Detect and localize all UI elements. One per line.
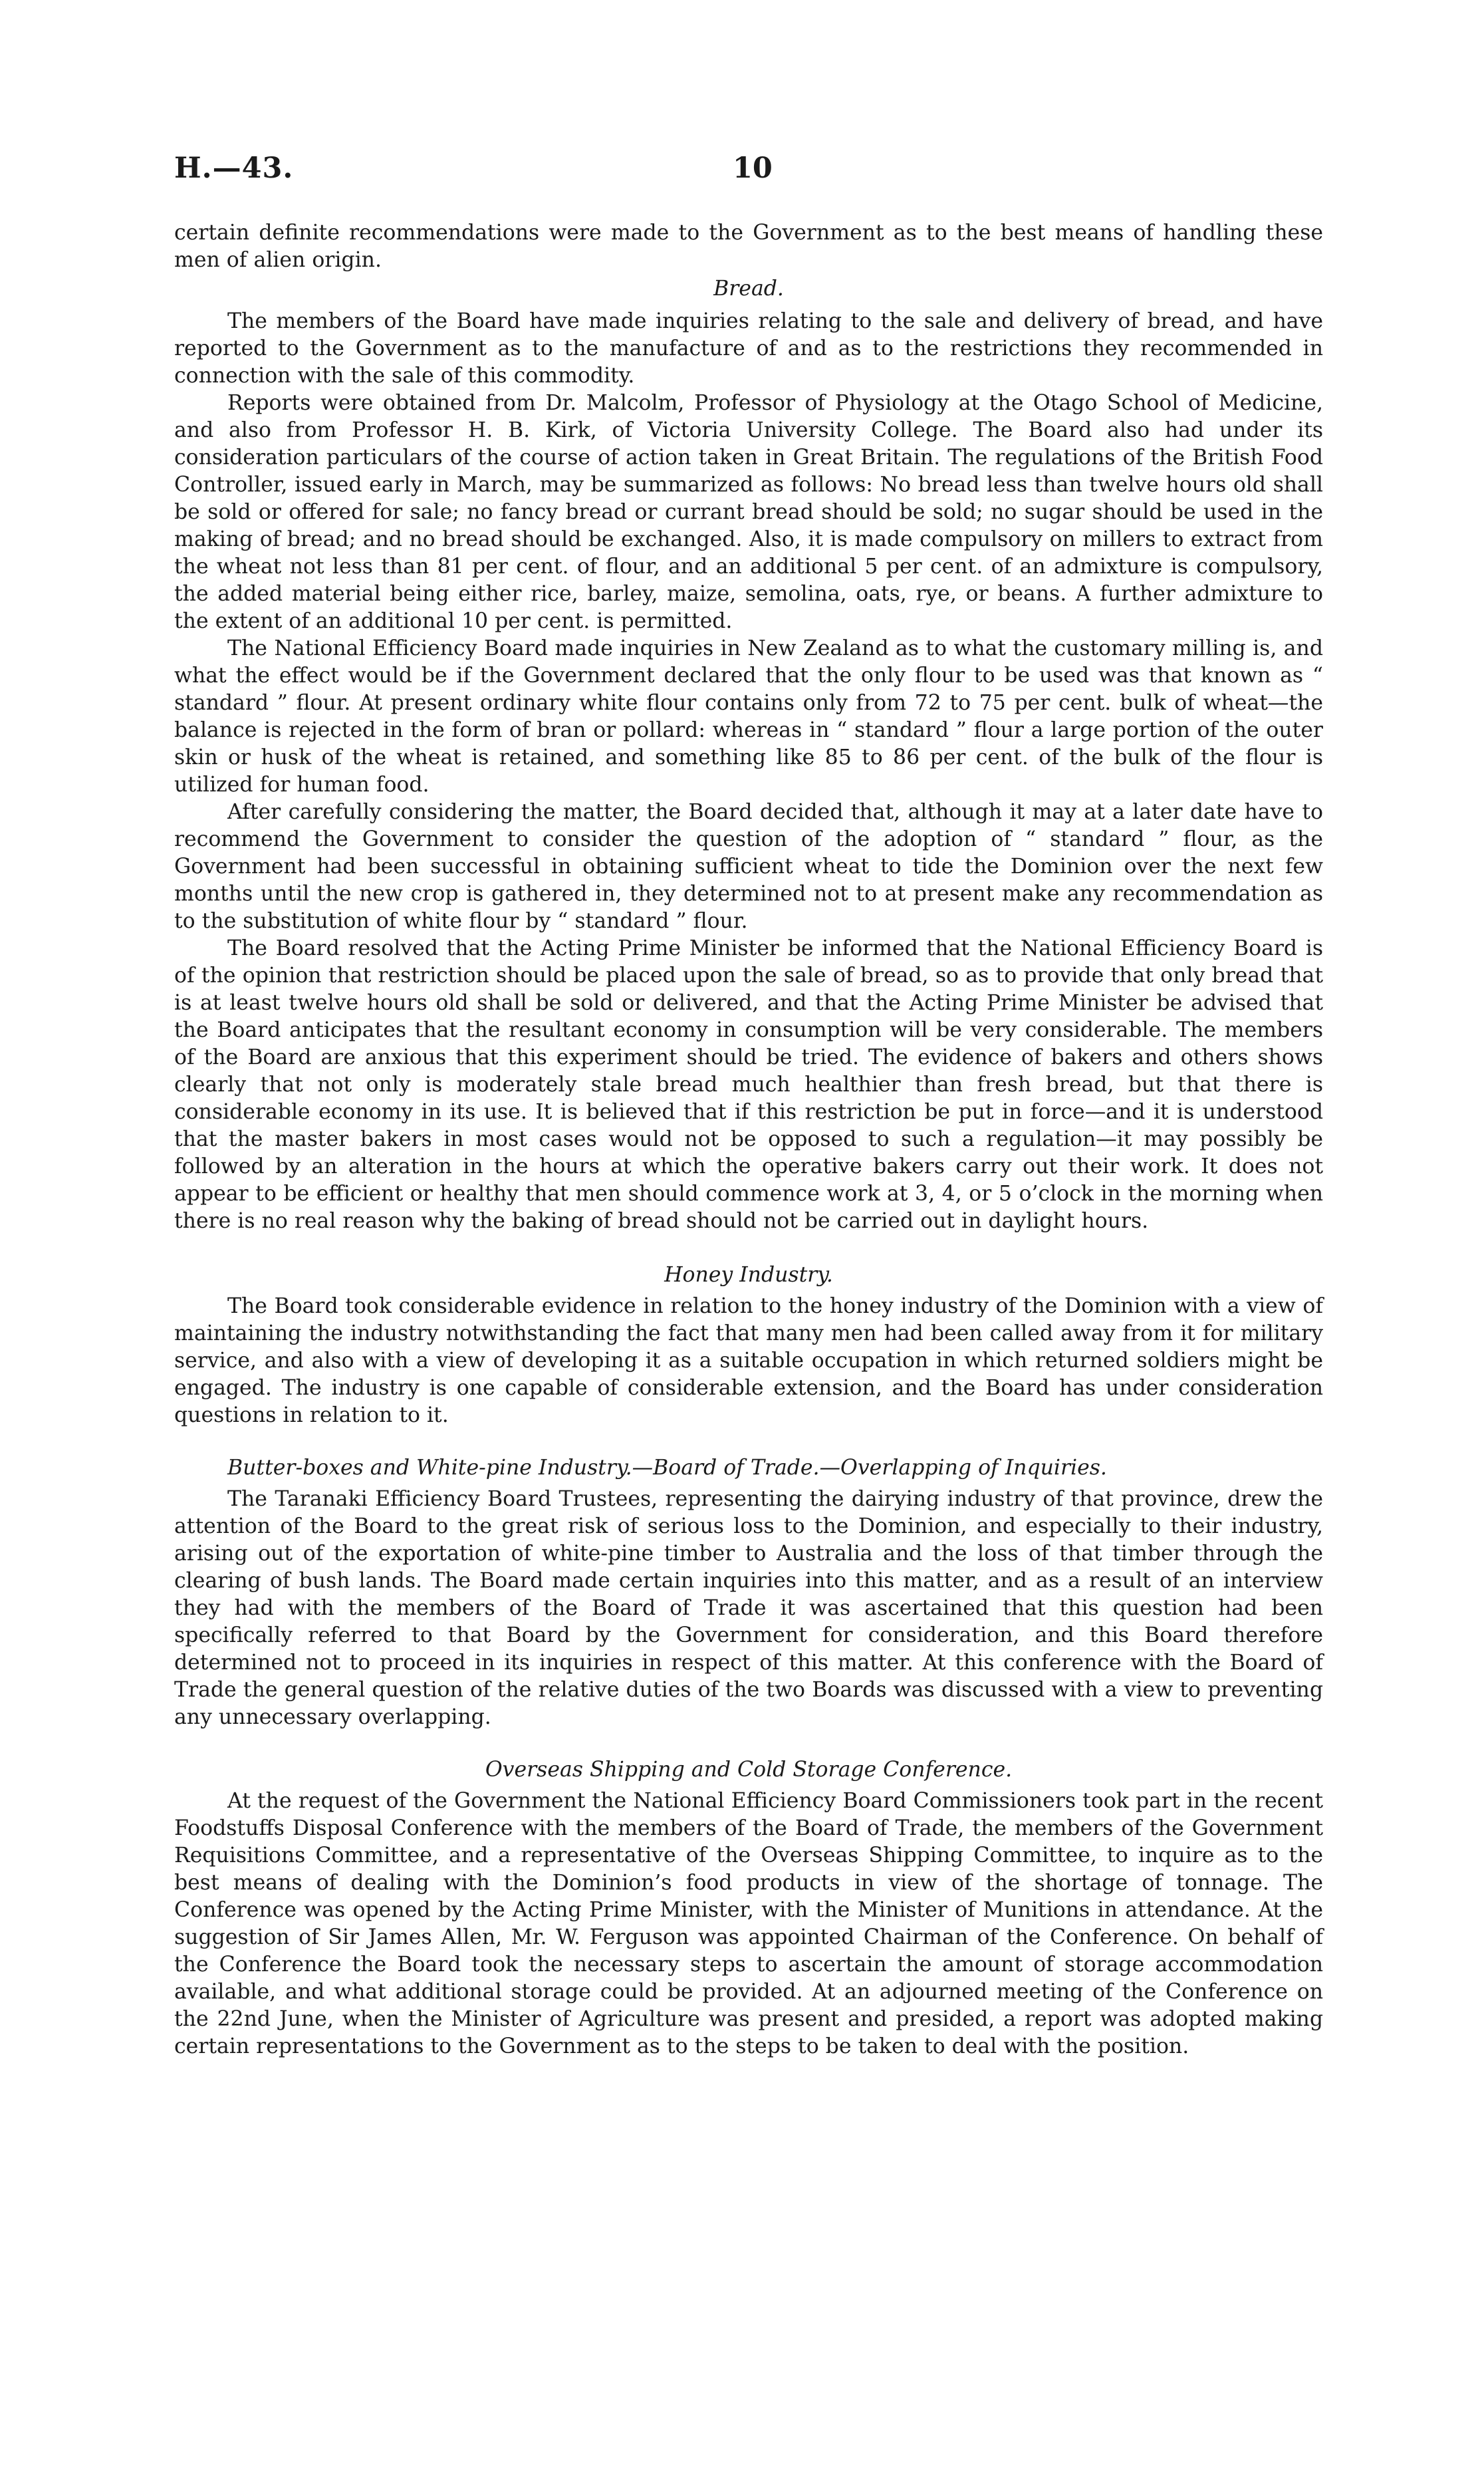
section-heading-bread: Bread. [713, 277, 784, 301]
bread-paragraph-1: The members of the Board have made inquiries relating to the sale and delivery of bread, and have reported to the Government as to the manufacture of and as to the restrictions they recommended in connection with the sale of this commodity. [174, 309, 1323, 388]
section-heading-overseas-shipping: Overseas Shipping and Cold Storage Conference. [485, 1758, 1013, 1782]
bread-paragraph-2: Reports were obtained from Dr. Malcolm, Professor of Physiology at the Otago School of Medicine, and also from Professor H. B. Kirk, of Victoria University College. The Board also had under its consideration particulars of the course of action taken in Great Britain. The regulations of the British Food Controller, issued early in March, may be summarized as follows: No bread less than twelve hours old shall be sold or offered for sale; no fancy bread or currant bread should be sold; no sugar should be used in the making of bread; and no bread should be exchanged. Also, it is made compulsory on millers to extract from the wheat not less than 81 per cent. of flour, and an additional 5 per cent. of an admixture is compulsory, the added material being either rice, barley, maize, semolina, oats, rye, or beans. A further admixture to the extent of an additional 10 per cent. is permitted. [174, 391, 1323, 633]
intro-paragraph: certain definite recommendations were made to the Government as to the best means of handling these men of alien origin. [174, 221, 1323, 272]
butter-paragraph-1: The Taranaki Efficiency Board Trustees, representing the dairying industry of that province, drew the attention of the Board to the great risk of serious loss to the Dominion, and especially to their industry, arising out of the exportation of white-pine timber to Australia and the loss of that timber through the clearing of bush lands. The Board made certain inquiries into this matter, and as a result of an interview they had with the members of the Board of Trade it was ascertained that this question had been specifically referred to that Board by the Government for consideration, and this Board therefore determined not to proceed in its inquiries in respect of this matter. At this conference with the Board of Trade the general question of the relative duties of the two Boards was discussed with a view to preventing any unnecessary overlapping. [174, 1487, 1323, 1729]
body-text [174, 219, 1323, 2060]
bread-paragraph-3: The National Efficiency Board made inquiries in New Zealand as to what the customary milling is, and what the effect would be if the Government declared that the only flour to be used was that known as “ standard ” flour. At present ordinary white flour contains only from 72 to 75 per cent. bulk of wheat—the balance is rejected in the form of bran or pollard: whereas in “ standard ” flour a large portion of the outer skin or husk of the wheat is retained, and something like 85 to 86 per cent. of the bulk of the flour is utilized for human food. [174, 636, 1323, 797]
section-heading-honey: Honey Industry. [664, 1263, 833, 1287]
section-heading-butter-boxes: Butter-boxes and White-pine Industry.—Board of Trade.—Overlapping of Inquiries. [227, 1456, 1107, 1480]
document-reference: H.—43. [174, 152, 294, 185]
page-number: 10 [733, 152, 773, 185]
bread-paragraph-4: After carefully considering the matter, the Board decided that, although it may at a later date have to recommend the Government to consider the question of the adoption of “ standard ” flour, as the Government had been successful in obtaining sufficient wheat to tide the Dominion over the next few months until the new crop is gathered in, they determined not to at present make any recommendation as to the substitution of white flour by “ standard ” flour. [174, 800, 1323, 933]
overseas-paragraph-1: At the request of the Government the National Efficiency Board Commissioners took part in the recent Foodstuffs Disposal Conference with the members of the Board of Trade, the members of the Government Requisitions Committee, and a representative of the Overseas Shipping Committee, to inquire as to the best means of dealing with the Dominion’s food products in view of the shortage of tonnage. The Conference was opened by the Acting Prime Minister, with the Minister of Munitions in attendance. At the suggestion of Sir James Allen, Mr. W. Ferguson was appointed Chairman of the Conference. On behalf of the Conference the Board took the necessary steps to ascertain the amount of storage accommodation available, and what additional storage could be provided. At an adjourned meeting of the Conference on the 22nd June, when the Minister of Agriculture was present and presided, a report was adopted making certain representations to the Government as to the steps to be taken to deal with the position. [174, 1789, 1323, 2058]
running-header [174, 152, 1323, 194]
honey-paragraph-1: The Board took considerable evidence in relation to the honey industry of the Dominion with a view of maintaining the industry notwithstanding the fact that many men had been called away from it for military service, and also with a view of developing it as a suitable occupation in which returned soldiers might be engaged. The industry is one capable of considerable extension, and the Board has under consideration questions in relation to it. [174, 1294, 1323, 1427]
bread-paragraph-5: The Board resolved that the Acting Prime Minister be informed that the National Efficiency Board is of the opinion that restriction should be placed upon the sale of bread, so as to provide that only bread that is at least twelve hours old shall be sold or delivered, and that the Acting Prime Minister be advised that the Board anticipates that the resultant economy in consumption will be very considerable. The members of the Board are anxious that this experiment should be tried. The evidence of bakers and others shows clearly that not only is moderately stale bread much healthier than fresh bread, but that there is considerable economy in its use. It is believed that if this restriction be put in force—and it is understood that the master bakers in most cases would not be opposed to such a regulation—it may possibly be followed by an alteration in the hours at which the operative bakers carry out their work. It does not appear to be efficient or healthy that men should commence work at 3, 4, or 5 o’clock in the morning when there is no real reason why the baking of bread should not be carried out in daylight hours. [174, 936, 1323, 1233]
